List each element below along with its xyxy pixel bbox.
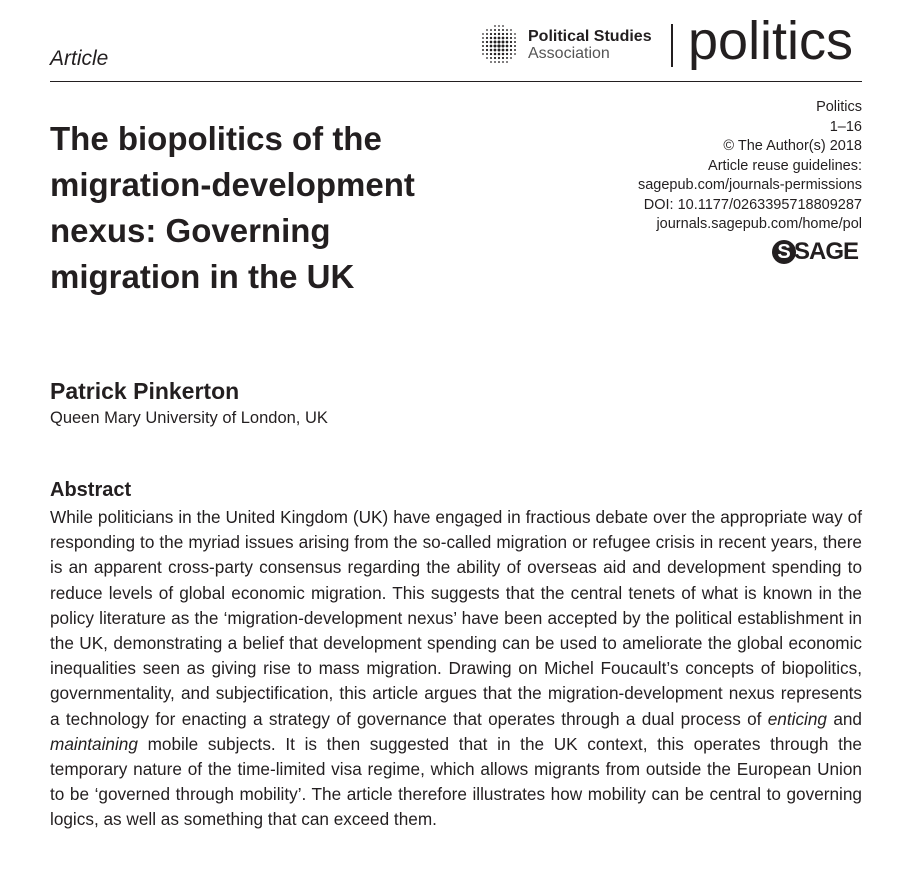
reuse-link[interactable]: sagepub.com/journals-permissions — [637, 177, 862, 193]
sage-wordmark: SAGE — [794, 238, 859, 265]
publisher-logo — [476, 23, 652, 67]
author-affiliation: Queen Mary University of London, UK — [50, 409, 328, 427]
abstract-text: While politicians in the United Kingdom (UK) have engaged in fractious debate over the appropriate way of responding to the myriad issues arising from the so-called migration or refugee crisis in recent years, there is an apparent cross-party consensus regarding the ability of overseas aid and development spending to reduce levels of global economic migration. This suggests that the central tenets of what is known in the policy literature as the ‘migration-development nexus’ have been accepted by the political establishment in the UK, demonstrating a belief that development spending can be used to ameliorate the global economic inequalities seen as giving rise to mass migration. Drawing on Michel Foucault’s concepts of biopolitics, governmentality, and subjectification, this article argues that the migration-development nexus represents a technology for enacting a strategy of governance that operates through a dual process of enticing and maintaining mobile subjects. It is then suggested that in the UK context, this operates through the temporary nature of the time-limited visa regime, which allows migrants from outside the European Union to be ‘governed through mobility’. The article therefore illustrates how mobility can be central to governing logics, as well as something that can exceed them. — [50, 507, 862, 830]
sage-s-icon: S — [772, 240, 796, 264]
reuse-label: Article reuse guidelines: — [708, 157, 862, 174]
article-type-label: Article — [50, 47, 109, 70]
author-name: Patrick Pinkerton — [50, 378, 240, 404]
abstract-heading: Abstract — [50, 479, 132, 501]
logo-divider — [671, 24, 673, 67]
emphasis-enticing: enticing — [767, 708, 827, 729]
article-metadata — [638, 98, 862, 235]
header-rule — [50, 81, 862, 82]
page-range: 1–16 — [829, 118, 862, 135]
dot-globe-icon — [476, 24, 522, 66]
publisher-name-line2: Association — [528, 45, 610, 62]
article-title: The biopolitics of the migration-development nexus: Governing migration in the UK — [50, 120, 415, 295]
emphasis-maintaining: maintaining — [50, 733, 138, 754]
publisher-name-line1: Political Studies — [528, 28, 652, 45]
journal-logo: politics — [688, 11, 854, 71]
copyright: © The Author(s) 2018 — [723, 138, 862, 154]
journal-link[interactable]: journals.sagepub.com/home/pol — [656, 216, 862, 232]
journal-name: Politics — [816, 99, 862, 115]
doi[interactable]: DOI: 10.1177/0263395718809287 — [643, 196, 862, 213]
sage-logo — [772, 238, 858, 266]
